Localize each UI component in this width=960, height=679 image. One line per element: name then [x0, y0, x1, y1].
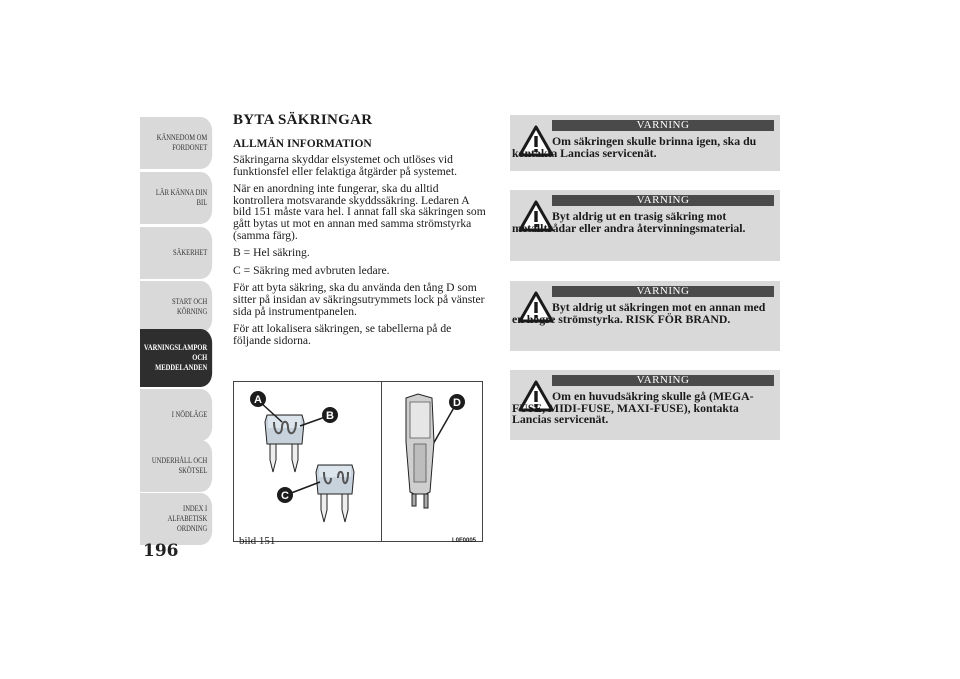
label-c: C: [281, 490, 289, 502]
fuse-figure: [233, 381, 483, 542]
warning-text: Byt aldrig ut en trasig säkring mot metalltrådar eller andra återvinningsmaterial.: [512, 209, 746, 235]
paragraph: C = Säkring med avbruten ledare.: [233, 263, 390, 277]
warning-heading: VARNING: [552, 375, 774, 386]
blown-fuse: [316, 465, 354, 522]
warning-text: Om en huvudsäkring skulle gå (MEGA-FUSE, MIDI-FUSE, MAXI-FUSE), kontakta Lancias servicenät.: [512, 389, 754, 426]
tab-index[interactable]: INDEX I ALFABETISK ORDNING: [140, 493, 212, 545]
paragraph: För att byta säkring, ska du använda den tång D som sitter på insidan av säkringsutrymmets lock på vänster sida på instrumentpanelen.: [233, 281, 485, 318]
figure-divider: [381, 382, 382, 541]
fuse-illustration: [234, 382, 482, 541]
tab-sakerhet[interactable]: SÄKERHET: [140, 227, 212, 279]
paragraph: För att lokalisera säkringen, se tabellerna på de följande sidorna.: [233, 322, 452, 347]
warning-text: Byt aldrig ut säkringen mot en annan med en högre strömstyrka. RISK FÖR BRAND.: [512, 300, 766, 326]
label-b: B: [326, 410, 334, 422]
label-a: A: [254, 394, 262, 406]
paragraph: När en anordning inte fungerar, ska du alltid kontrollera motsvarande skyddssäkring. Ledaren A bild 151 måste vara hel. I annat fall ska säkringen som gått bytas ut mot en annan med samma strömstyrka (samma färg).: [233, 182, 486, 242]
warning-text: Om säkringen skulle brinna igen, ska du kontakta Lancias servicenät.: [512, 134, 757, 160]
fuse-pliers: [406, 394, 434, 508]
paragraph: Säkringarna skyddar elsystemet och utlöses vid funktionsfel eller felaktiga åtgärder på systemet.: [233, 153, 458, 178]
tab-underhall-och-skotsel[interactable]: UNDERHÅLL OCH SKÖTSEL: [140, 440, 212, 492]
tab-start-och-korning[interactable]: START OCH KÖRNING: [140, 281, 212, 333]
warning-box: [510, 281, 780, 351]
paragraph: B = Hel säkring.: [233, 246, 310, 260]
tab-varningslampor[interactable]: VARNINGSLAMPOR OCH MEDDELANDEN: [140, 329, 212, 387]
warning-heading: VARNING: [552, 286, 774, 297]
warning-heading: VARNING: [552, 120, 774, 131]
tab-kannedom-om-fordonet[interactable]: KÄNNEDOM OM FORDONET: [140, 117, 212, 169]
warning-box: [510, 190, 780, 261]
intact-fuse: [265, 415, 304, 472]
warning-heading: VARNING: [552, 195, 774, 206]
warning-box: [510, 115, 780, 171]
figure-code: L0F0005: [452, 538, 477, 544]
warning-box: [510, 370, 780, 440]
tab-i-nodlage[interactable]: I NÖDLÄGE: [140, 389, 212, 441]
section-title: BYTA SÄKRINGAR: [233, 112, 373, 128]
page-number: 196: [143, 541, 179, 561]
label-d: D: [453, 397, 461, 409]
main-text-column: [233, 112, 489, 352]
section-subtitle: ALLMÄN INFORMATION: [233, 138, 372, 150]
figure-caption: bild 151: [239, 535, 276, 547]
tab-lar-kanna-din-bil[interactable]: LÄR KÄNNA DIN BIL: [140, 172, 212, 224]
